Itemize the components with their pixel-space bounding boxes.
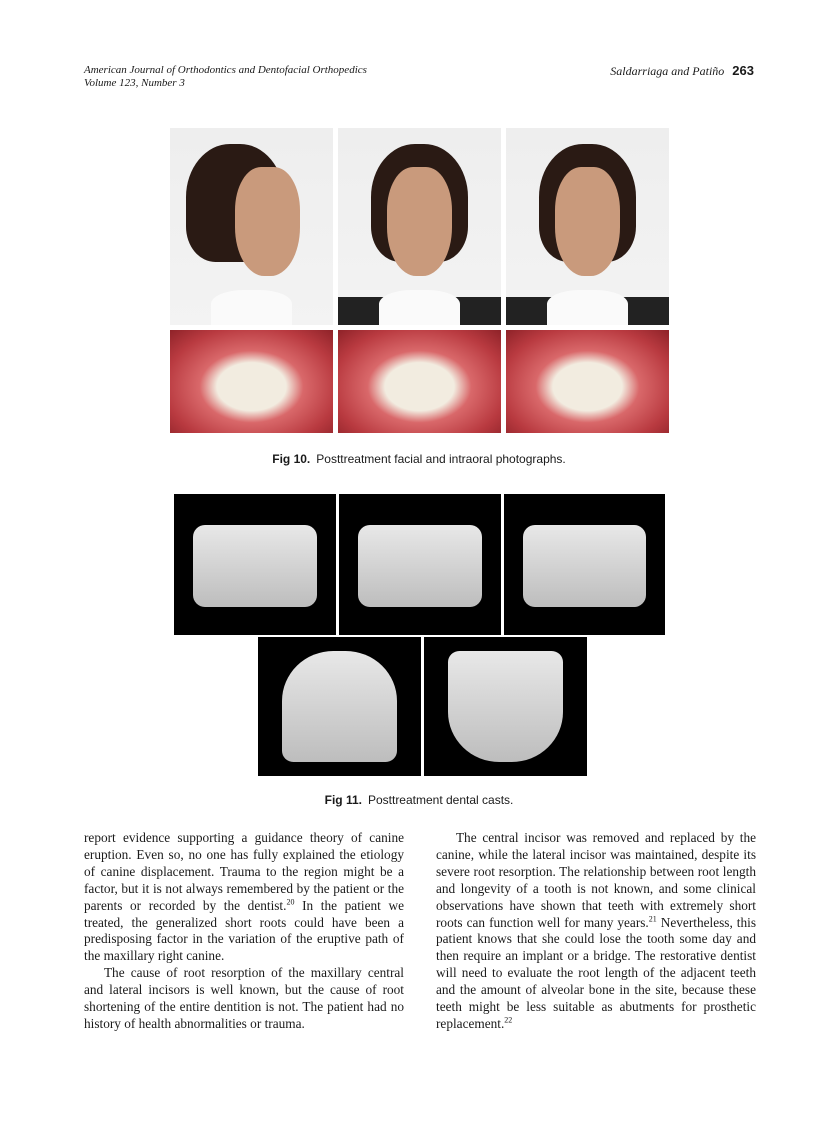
facial-photo-smile xyxy=(506,128,669,325)
paragraph xyxy=(84,965,404,1033)
citation: 20 xyxy=(286,897,295,907)
intraoral-photo-right xyxy=(170,330,333,433)
fig10-caption xyxy=(0,452,838,466)
paragraph-text: In the patient we treated, the generalized short roots could have been a predisposing factor in the variation of the eruptive path of the maxillary right canine. xyxy=(84,897,404,964)
facial-photo-frontal xyxy=(338,128,501,325)
cast-maxillary-occlusal xyxy=(258,637,421,776)
running-header-right xyxy=(610,63,754,79)
paragraph xyxy=(84,830,404,965)
fig11-label: Fig 11. xyxy=(324,793,362,807)
cast-frontal-view xyxy=(339,494,501,635)
authors: Saldarriaga and Patiño xyxy=(610,64,725,78)
citation: 21 xyxy=(648,914,657,924)
cast-right-view xyxy=(174,494,336,635)
journal-title: American Journal of Orthodontics and Dentofacial Orthopedics xyxy=(84,64,367,76)
page-number: 263 xyxy=(732,63,754,78)
paragraph-text: Nevertheless, this patient knows that she could lose the tooth some day and then require an implant or a bridge. The restorative dentist will need to evaluate the root length of the adjacent teeth and the amount of alveolar bone in the site, because these teeth might be less suitable as abutments for prosthetic replacement. xyxy=(436,914,757,1031)
paragraph-text: report evidence supporting a guidance theory of canine eruption. Even so, no one has fully explained the etiology of canine displacement. Trauma to the region might be a factor, but it is not always remembered by the patient or the parents or recorded by the dentist. xyxy=(84,830,404,913)
fig10-label: Fig 10. xyxy=(272,452,311,466)
fig11-caption xyxy=(0,793,838,807)
facial-photo-profile xyxy=(170,128,333,325)
cast-left-view xyxy=(504,494,665,635)
paragraph xyxy=(436,830,756,1033)
fig11-caption-text: Posttreatment dental casts. xyxy=(367,793,514,807)
citation: 22 xyxy=(504,1015,513,1025)
intraoral-photo-left xyxy=(506,330,669,433)
body-column-left xyxy=(84,830,404,1033)
running-header-left xyxy=(84,64,367,90)
body-column-right xyxy=(436,830,756,1033)
fig10-caption-text: Posttreatment facial and intraoral photographs. xyxy=(316,452,566,466)
paragraph-text: The cause of root resorption of the maxillary central and lateral incisors is well known, but the cause of root shortening of the entire dentition is not. The patient had no history of health abnormalities or trauma. xyxy=(84,965,404,1031)
journal-volume: Volume 123, Number 3 xyxy=(84,77,185,89)
cast-mandibular-occlusal xyxy=(424,637,587,776)
intraoral-photo-frontal xyxy=(338,330,501,433)
paragraph-text: The central incisor was removed and replaced by the canine, while the lateral incisor was maintained, despite its severe root resorption. The relationship between root length and longevity of a tooth is not known, and some clinical observations have shown that teeth with extremely short roots can function well for many years. xyxy=(436,830,756,930)
